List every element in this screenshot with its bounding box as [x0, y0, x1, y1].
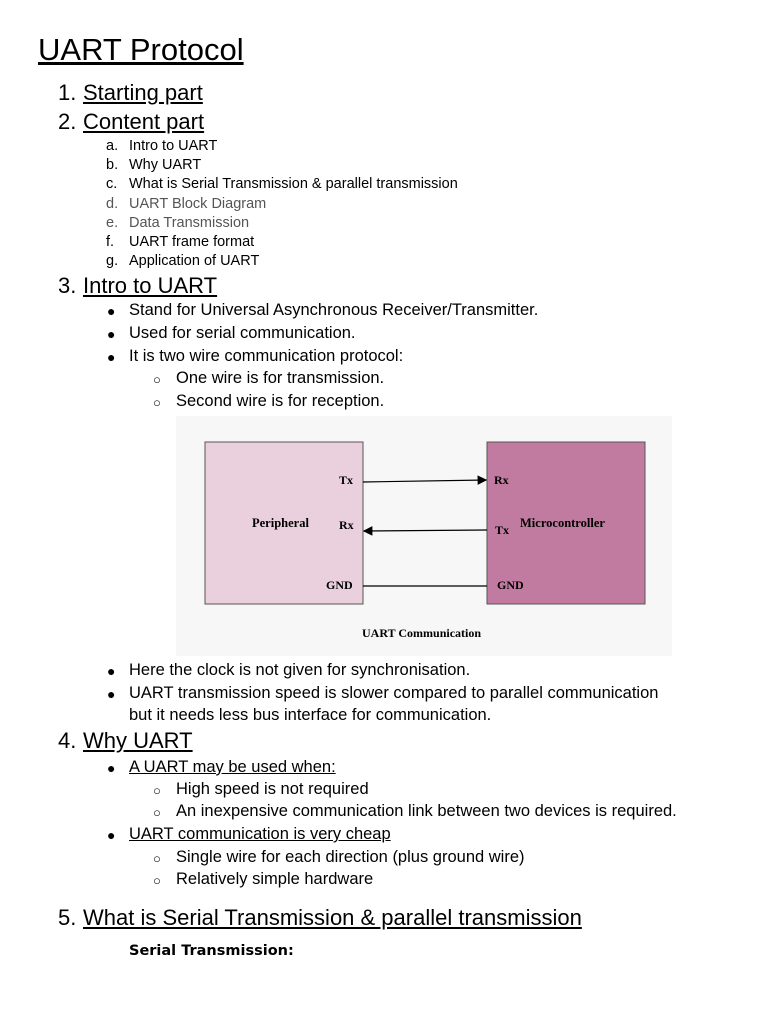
serial-transmission-subheading: Serial Transmission: — [129, 943, 294, 959]
sub-letter: e. — [106, 215, 119, 231]
sub-bullet-text: High speed is not required — [176, 780, 369, 798]
toc-number-1: 1. — [58, 80, 77, 105]
sub-letter: a. — [106, 138, 119, 154]
bullet-icon: ● — [107, 326, 116, 342]
toc-number-2: 2. — [58, 109, 77, 134]
sub-item: Why UART — [129, 157, 202, 173]
circle-bullet-icon: ○ — [153, 372, 161, 387]
bullet-text: Used for serial communication. — [129, 324, 356, 342]
bullet-text: UART communication is very cheap — [129, 825, 391, 843]
sub-bullet-text: An inexpensive communication link between two devices is required. — [176, 802, 677, 820]
bullet-text: Here the clock is not given for synchronisation. — [129, 661, 471, 679]
toc-item-content-part: Content part — [83, 109, 205, 134]
circle-bullet-icon: ○ — [153, 873, 161, 888]
sub-letter: g. — [106, 253, 119, 269]
sub-letter: b. — [106, 157, 119, 173]
bullet-icon: ● — [107, 760, 116, 776]
bullet-icon: ● — [107, 663, 116, 679]
left-tx-label: Tx — [339, 473, 354, 487]
toc-item-starting-part: Starting part — [83, 80, 203, 105]
right-rx-label: Rx — [494, 473, 509, 487]
section-3-heading: Intro to UART — [83, 273, 218, 298]
sub-item: Data Transmission — [129, 215, 250, 231]
sub-letter: d. — [106, 196, 119, 212]
section-5-number: 5. — [58, 905, 77, 930]
right-tx-label: Tx — [495, 523, 510, 537]
sub-bullet-text: Single wire for each direction (plus ground wire) — [176, 848, 525, 866]
uart-diagram — [176, 416, 672, 656]
section-5-heading: What is Serial Transmission & parallel transmission — [83, 905, 582, 930]
section-4-number: 4. — [58, 728, 77, 753]
section-4-heading: Why UART — [83, 728, 193, 753]
microcontroller-label: Microcontroller — [520, 516, 605, 530]
sub-bullet-text: Relatively simple hardware — [176, 870, 374, 888]
left-rx-label: Rx — [339, 518, 354, 532]
circle-bullet-icon: ○ — [153, 395, 161, 410]
left-gnd-label: GND — [326, 578, 353, 592]
bullet-icon: ● — [107, 827, 116, 843]
bullet-text: It is two wire communication protocol: — [129, 347, 404, 365]
bullet-text-continued: but it needs less bus interface for communication. — [129, 706, 492, 724]
bullet-icon: ● — [107, 303, 116, 319]
bullet-icon: ● — [107, 686, 116, 702]
sub-bullet-text: One wire is for transmission. — [176, 369, 385, 387]
sub-item: UART frame format — [129, 234, 255, 250]
bullet-text: Stand for Universal Asynchronous Receiver/Transmitter. — [129, 301, 539, 319]
section-3-number: 3. — [58, 273, 77, 298]
sub-bullet-text: Second wire is for reception. — [176, 392, 385, 410]
sub-item: What is Serial Transmission & parallel transmission — [129, 176, 458, 192]
circle-bullet-icon: ○ — [153, 783, 161, 798]
sub-letter: c. — [106, 176, 118, 192]
sub-item: UART Block Diagram — [129, 196, 267, 212]
peripheral-label: Peripheral — [252, 516, 309, 530]
bullet-text: A UART may be used when: — [129, 758, 336, 776]
circle-bullet-icon: ○ — [153, 805, 161, 820]
sub-letter: f. — [106, 234, 115, 250]
sub-item: Application of UART — [129, 253, 260, 269]
right-gnd-label: GND — [497, 578, 524, 592]
sub-item: Intro to UART — [129, 138, 218, 154]
circle-bullet-icon: ○ — [153, 851, 161, 866]
bullet-text: UART transmission speed is slower compared to parallel communication — [129, 684, 659, 702]
page-title: UART Protocol — [38, 32, 244, 67]
bullet-icon: ● — [107, 349, 116, 365]
diagram-caption: UART Communication — [362, 626, 482, 640]
